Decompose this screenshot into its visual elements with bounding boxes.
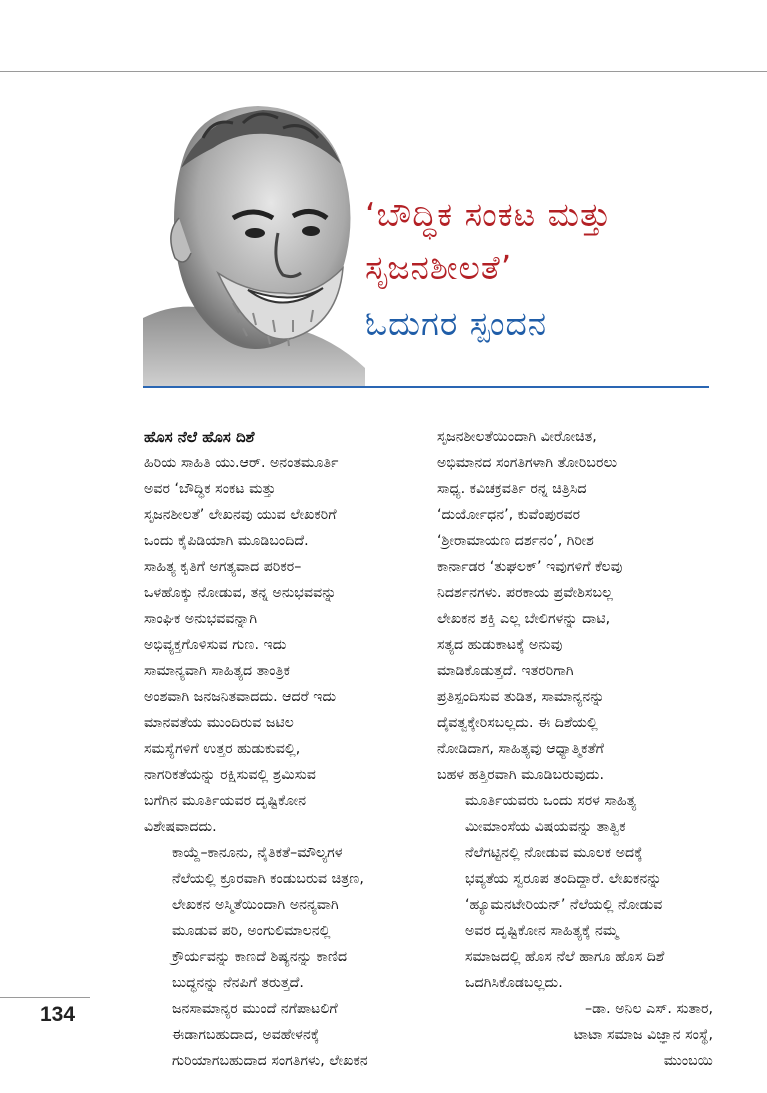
text-line: ಕ್ರೌರ್ಯವನ್ನು ಕಾಣದೆ ಶಿಷ್ಯನನ್ನು ಕಾಣಿದ <box>172 949 348 965</box>
text-line: ದೈವತ್ವಕ್ಕೇರಿಸಬಲ್ಲದು. ಈ ದಿಶೆಯಲ್ಲಿ <box>437 715 598 731</box>
text-line: ವಿಶೇಷವಾದದು. <box>144 819 217 835</box>
text-line: ಕಾಯ್ದೆ–ಕಾನೂನು, ನೈತಿಕತೆ–ಮೌಲ್ಯಗಳ <box>172 845 343 861</box>
article-subtitle: ಓದುಗರ ಸ್ಪಂದನ <box>365 304 548 343</box>
author-signature <box>437 996 713 1074</box>
text-line: ಮಾನವತೆಯ ಮುಂದಿರುವ ಜಟಿಲ <box>144 715 294 731</box>
text-line: ಅಭಿವ್ಯಕ್ತಗೊಳಿಸುವ ಗುಣ. ಇದು <box>144 637 287 653</box>
right-paragraph-2 <box>437 788 713 996</box>
text-line: ಗುರಿಯಾಗಬಹುದಾದ ಸಂಗತಿಗಳು, ಲೇಖಕನ <box>172 1053 368 1069</box>
text-line: ಒಳಹೊಕ್ಕು ನೋಡುವ, ತನ್ನ ಅನುಭವವನ್ನು <box>144 585 337 601</box>
text-line: ಲೇಖಕನ ಶಕ್ತಿ ಎಲ್ಲ ಬೇಲಿಗಳನ್ನು ದಾಟಿ, <box>437 611 611 627</box>
text-line: ‘ದುರ್ಯೋಧನ’, ಕುವೆಂಪುರವರ <box>437 507 581 523</box>
text-line: ನೆಲೆಯಲ್ಲಿ ಕ್ರೂರವಾಗಿ ಕಂಡುಬರುವ ಚಿತ್ರಣ, <box>172 871 364 887</box>
text-line: ಕಾರ್ನಾಡರ ‘ತುಘಲಕ್’ ಇವುಗಳಿಗೆ ಕೆಲವು <box>437 559 623 575</box>
text-line: ಬಹಳ ಹತ್ತಿರವಾಗಿ ಮೂಡಿಬರುವುದು. <box>437 767 604 783</box>
article-title-line-1: ‘ಬೌದ್ಧಿಕ ಸಂಕಟ ಮತ್ತು <box>365 195 612 234</box>
footer-rule <box>0 997 90 998</box>
left-paragraph-1 <box>144 450 418 840</box>
text-line: ಸಾಧ್ಯ. ಕವಿಚಕ್ರವರ್ತಿ ರನ್ನ ಚಿತ್ರಿಸಿದ <box>437 481 587 497</box>
right-paragraph-1 <box>437 424 713 788</box>
text-line: ಒಂದು ಕೈಪಿಡಿಯಾಗಿ ಮೂಡಿಬಂದಿದೆ. <box>144 533 309 549</box>
text-line: ಮುಂಬಯಿ <box>663 1053 713 1069</box>
text-line: ನೆಲೆಗಟ್ಟಿನಲ್ಲಿ ನೋಡುವ ಮೂಲಕ ಅದಕ್ಕೆ <box>465 845 643 861</box>
text-line: ಸತ್ಯದ ಹುಡುಕಾಟಕ್ಕೆ ಅನುವು <box>437 637 563 653</box>
text-line: ಭವ್ಯತೆಯ ಸ್ವರೂಪ ತಂದಿದ್ದಾರೆ. ಲೇಖಕನನ್ನು <box>465 871 662 887</box>
left-column <box>144 424 418 1074</box>
text-line: ನಾಗರಿಕತೆಯನ್ನು ರಕ್ಷಿಸುವಲ್ಲಿ ಶ್ರಮಿಸುವ <box>144 767 316 783</box>
section-heading: ಹೊಸ ನೆಲೆ ಹೊಸ ದಿಶೆ <box>144 428 255 446</box>
page-number: 134 <box>40 1003 76 1026</box>
text-line: ಬುದ್ಧನನ್ನು ನೆನಪಿಗೆ ತರುತ್ತದೆ. <box>172 975 304 991</box>
article-title-block <box>365 188 760 352</box>
text-line: ಲೇಖಕನ ಅಸ್ಮಿತೆಯಿಂದಾಗಿ ಅನನ್ಯವಾಗಿ <box>172 897 339 913</box>
text-line: –ಡಾ. ಅನಿಲ ಎಸ್. ಸುತಾರ, <box>585 1001 713 1017</box>
text-line: ಸೃಜನಶೀಲತೆ’ ಲೇಖನವು ಯುವ ಲೇಖಕರಿಗೆ <box>144 507 337 523</box>
text-line: ಸಾಹಿತ್ಯ ಕೃತಿಗೆ ಅಗತ್ಯವಾದ ಪರಿಕರ– <box>144 559 302 575</box>
text-line: ಸೃಜನಶೀಲತೆಯಿಂದಾಗಿ ವೀರೋಚಿತ, <box>437 429 597 445</box>
text-line: ಸಮಾಜದಲ್ಲಿ ಹೊಸ ನೆಲೆ ಹಾಗೂ ಹೊಸ ದಿಶೆ <box>465 949 665 965</box>
text-line: ಅಂಶವಾಗಿ ಜನಜನಿತವಾದದು. ಆದರೆ ಇದು <box>144 689 337 705</box>
text-line: ಒದಗಿಸಿಕೊಡಬಲ್ಲದು. <box>465 975 563 991</box>
text-line: ಬಗೆಗಿನ ಮೂರ್ತಿಯವರ ದೃಷ್ಟಿಕೋನ <box>144 793 307 809</box>
text-line: ಮಾಡಿಕೊಡುತ್ತದೆ. ಇತರರಿಗಾಗಿ <box>437 663 574 679</box>
text-line: ‘ಹ್ಯೂಮನಟೇರಿಯನ್’ ನೆಲೆಯಲ್ಲಿ ನೋಡುವ <box>465 897 663 913</box>
text-line: ಈಡಾಗಬಹುದಾದ, ಅವಹೇಳನಕ್ಕೆ <box>172 1027 320 1043</box>
text-line: ಸಾಂಘಿಕ ಅನುಭವವನ್ನಾಗಿ <box>144 611 258 627</box>
text-line: ಸಮಸ್ಯೆಗಳಿಗೆ ಉತ್ತರ ಹುಡುಕುವಲ್ಲಿ, <box>144 741 301 757</box>
title-rule <box>143 386 709 388</box>
text-line: ಮೀಮಾಂಸೆಯ ವಿಷಯವನ್ನು ತಾತ್ವಿಕ <box>465 819 626 835</box>
text-line: ಸಾಮಾನ್ಯವಾಗಿ ಸಾಹಿತ್ಯದ ತಾಂತ್ರಿಕ <box>144 663 291 679</box>
text-line: ಟಾಟಾ ಸಮಾಜ ವಿಜ್ಞಾನ ಸಂಸ್ಥೆ, <box>573 1027 713 1043</box>
text-line: ಅವರ ದೃಷ್ಟಿಕೋನ ಸಾಹಿತ್ಯಕ್ಕೆ ನಮ್ಮ <box>465 923 619 939</box>
text-line: ನಿದರ್ಶನಗಳು. ಪರಕಾಯ ಪ್ರವೇಶಿಸಬಲ್ಲ <box>437 585 613 601</box>
text-line: ಪ್ರತಿಸ್ಪಂದಿಸುವ ತುಡಿತ, ಸಾಮಾನ್ಯನನ್ನು <box>437 689 605 705</box>
right-column <box>437 424 713 1074</box>
left-paragraph-2 <box>144 840 418 1074</box>
text-line: ನೋಡಿದಾಗ, ಸಾಹಿತ್ಯವು ಆಧ್ಯಾತ್ಮಿಕತೆಗೆ <box>437 741 604 757</box>
text-line: ಮೂಡುವ ಪರಿ, ಅಂಗುಲಿಮಾಲನಲ್ಲಿ <box>172 923 331 939</box>
text-line: ಅಭಿಮಾನದ ಸಂಗತಿಗಳಾಗಿ ತೋರಿಬರಲು <box>437 455 618 471</box>
text-line: ಮೂರ್ತಿಯವರು ಒಂದು ಸರಳ ಸಾಹಿತ್ಯ <box>465 793 637 809</box>
text-line: ಅವರ ‘ಬೌದ್ಧಿಕ ಸಂಕಟ ಮತ್ತು <box>144 481 276 497</box>
text-line: ಹಿರಿಯ ಸಾಹಿತಿ ಯು.ಆರ್. ಅನಂತಮೂರ್ತಿ <box>144 455 339 471</box>
caricature-portrait-icon <box>143 98 365 386</box>
text-line: ಜನಸಾಮಾನ್ಯರ ಮುಂದೆ ನಗೆಪಾಟಲಿಗೆ <box>172 1001 338 1017</box>
text-line: ‘ಶ್ರೀರಾಮಾಯಣ ದರ್ಶನಂ’, ಗಿರೀಶ <box>437 533 594 549</box>
article-title-line-2: ಸೃಜನಶೀಲತೆ’ <box>365 248 513 287</box>
top-rule <box>0 71 767 72</box>
